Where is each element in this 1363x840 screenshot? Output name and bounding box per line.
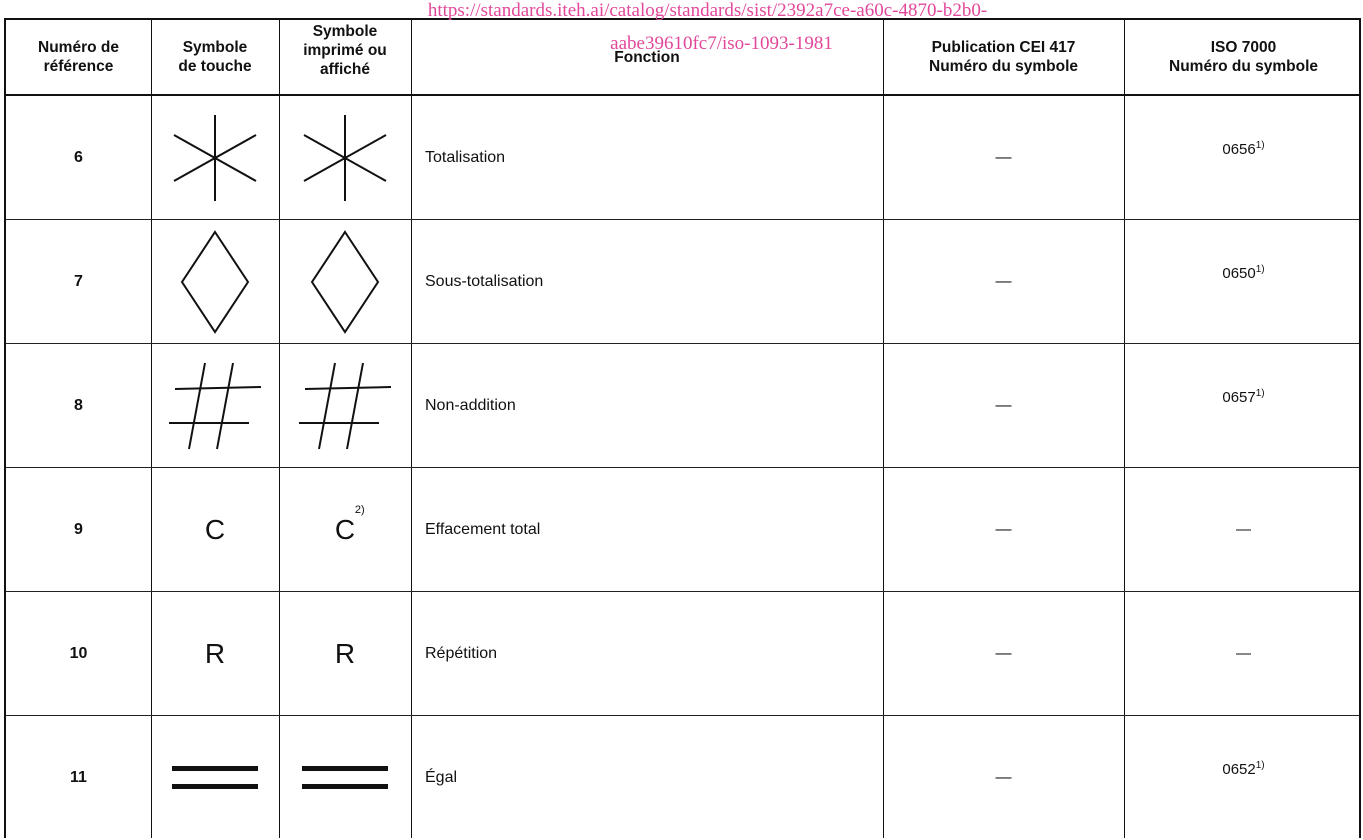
footnote-ref: 2) (354, 503, 365, 516)
printed-symbol-text: C (334, 513, 356, 545)
key-symbol (151, 592, 279, 715)
footnote-ref: 1) (1255, 264, 1265, 275)
table-row (6, 96, 1359, 220)
function-label: Égal (425, 769, 458, 786)
iso-value: 0650 (1222, 265, 1256, 282)
footnote-ref: 1) (1255, 140, 1265, 151)
function-label: Totalisation (425, 148, 506, 166)
reference-number: 11 (70, 769, 87, 786)
printed-symbol (279, 716, 411, 840)
header-key-symbol (151, 20, 279, 94)
key-symbol-text: R (204, 637, 226, 669)
watermark-url-line-1: https://standards.iteh.ai/catalog/standards/sist/2392a7ce-a60c-4870-b2b0- (427, 0, 988, 21)
header-text: imprimé ou (303, 42, 387, 59)
header-reference-number (6, 20, 151, 94)
printed-symbol (279, 220, 411, 343)
printed-symbol-text: R (334, 637, 356, 669)
header-function (411, 20, 883, 94)
cei-number: — (995, 520, 1012, 538)
header-text: Fonction (614, 49, 680, 66)
footnote-ref: 1) (1255, 760, 1265, 771)
table-row (6, 220, 1359, 344)
reference-number: 6 (74, 148, 83, 166)
key-symbol (151, 468, 279, 591)
header-cei-417 (883, 20, 1124, 94)
header-text: référence (43, 58, 114, 75)
function-label: Répétition (425, 644, 498, 662)
iso-number (1124, 220, 1363, 343)
header-printed-symbol (279, 20, 411, 96)
printed-symbol (279, 592, 411, 715)
cei-number: — (995, 148, 1012, 166)
diamond-icon (180, 230, 250, 334)
reference-number: 7 (74, 272, 83, 290)
cei-number: — (995, 396, 1012, 414)
asterisk-star-icon (300, 113, 390, 203)
equals-icon (170, 760, 260, 796)
reference-number: 10 (69, 644, 88, 662)
printed-symbol (279, 468, 411, 591)
header-text: ISO 7000 (1210, 39, 1277, 56)
header-text: affiché (320, 61, 370, 78)
iso-number: — (1236, 645, 1251, 662)
iso-number (1124, 344, 1363, 467)
header-text: Symbole (312, 23, 378, 40)
table-row (6, 592, 1359, 716)
header-text: Numéro du symbole (1169, 58, 1318, 75)
function-label: Non-addition (425, 396, 516, 414)
reference-number: 8 (74, 396, 83, 414)
printed-symbol (279, 344, 411, 467)
cei-number: — (995, 644, 1012, 662)
cei-number: — (995, 272, 1012, 290)
equals-icon (300, 760, 390, 796)
footnote-ref: 1) (1255, 388, 1265, 399)
watermark-url-line-2: aabe39610fc7/iso-1093-1981 (610, 33, 833, 54)
table-row (6, 468, 1359, 592)
header-text: Numéro du symbole (929, 58, 1078, 75)
header-text: Symbole (182, 39, 248, 56)
symbol-table (4, 18, 1361, 838)
table-row (6, 716, 1359, 840)
key-symbol (151, 220, 279, 343)
header-text: de touche (178, 58, 252, 75)
table-header (6, 20, 1359, 96)
key-symbol (151, 716, 279, 840)
table-row (6, 344, 1359, 468)
header-iso-7000 (1124, 20, 1363, 94)
header-text: Numéro de (38, 39, 119, 56)
function-label: Sous-totalisation (425, 272, 544, 290)
iso-number: — (1236, 521, 1251, 538)
diamond-icon (310, 230, 380, 334)
asterisk-star-icon (170, 113, 260, 203)
hash-icon (297, 361, 393, 451)
printed-symbol (279, 96, 411, 219)
cei-number: — (995, 769, 1012, 786)
key-symbol (151, 96, 279, 219)
iso-value: 0652 (1222, 761, 1256, 778)
function-label: Effacement total (425, 520, 541, 538)
key-symbol-text: C (204, 513, 226, 545)
header-text: Publication CEI 417 (931, 39, 1076, 56)
reference-number: 9 (74, 520, 83, 538)
iso-value: 0657 (1222, 389, 1256, 406)
iso-value: 0656 (1222, 141, 1256, 158)
hash-icon (167, 361, 263, 451)
iso-number (1124, 716, 1363, 840)
iso-number (1124, 96, 1363, 219)
key-symbol (151, 344, 279, 467)
